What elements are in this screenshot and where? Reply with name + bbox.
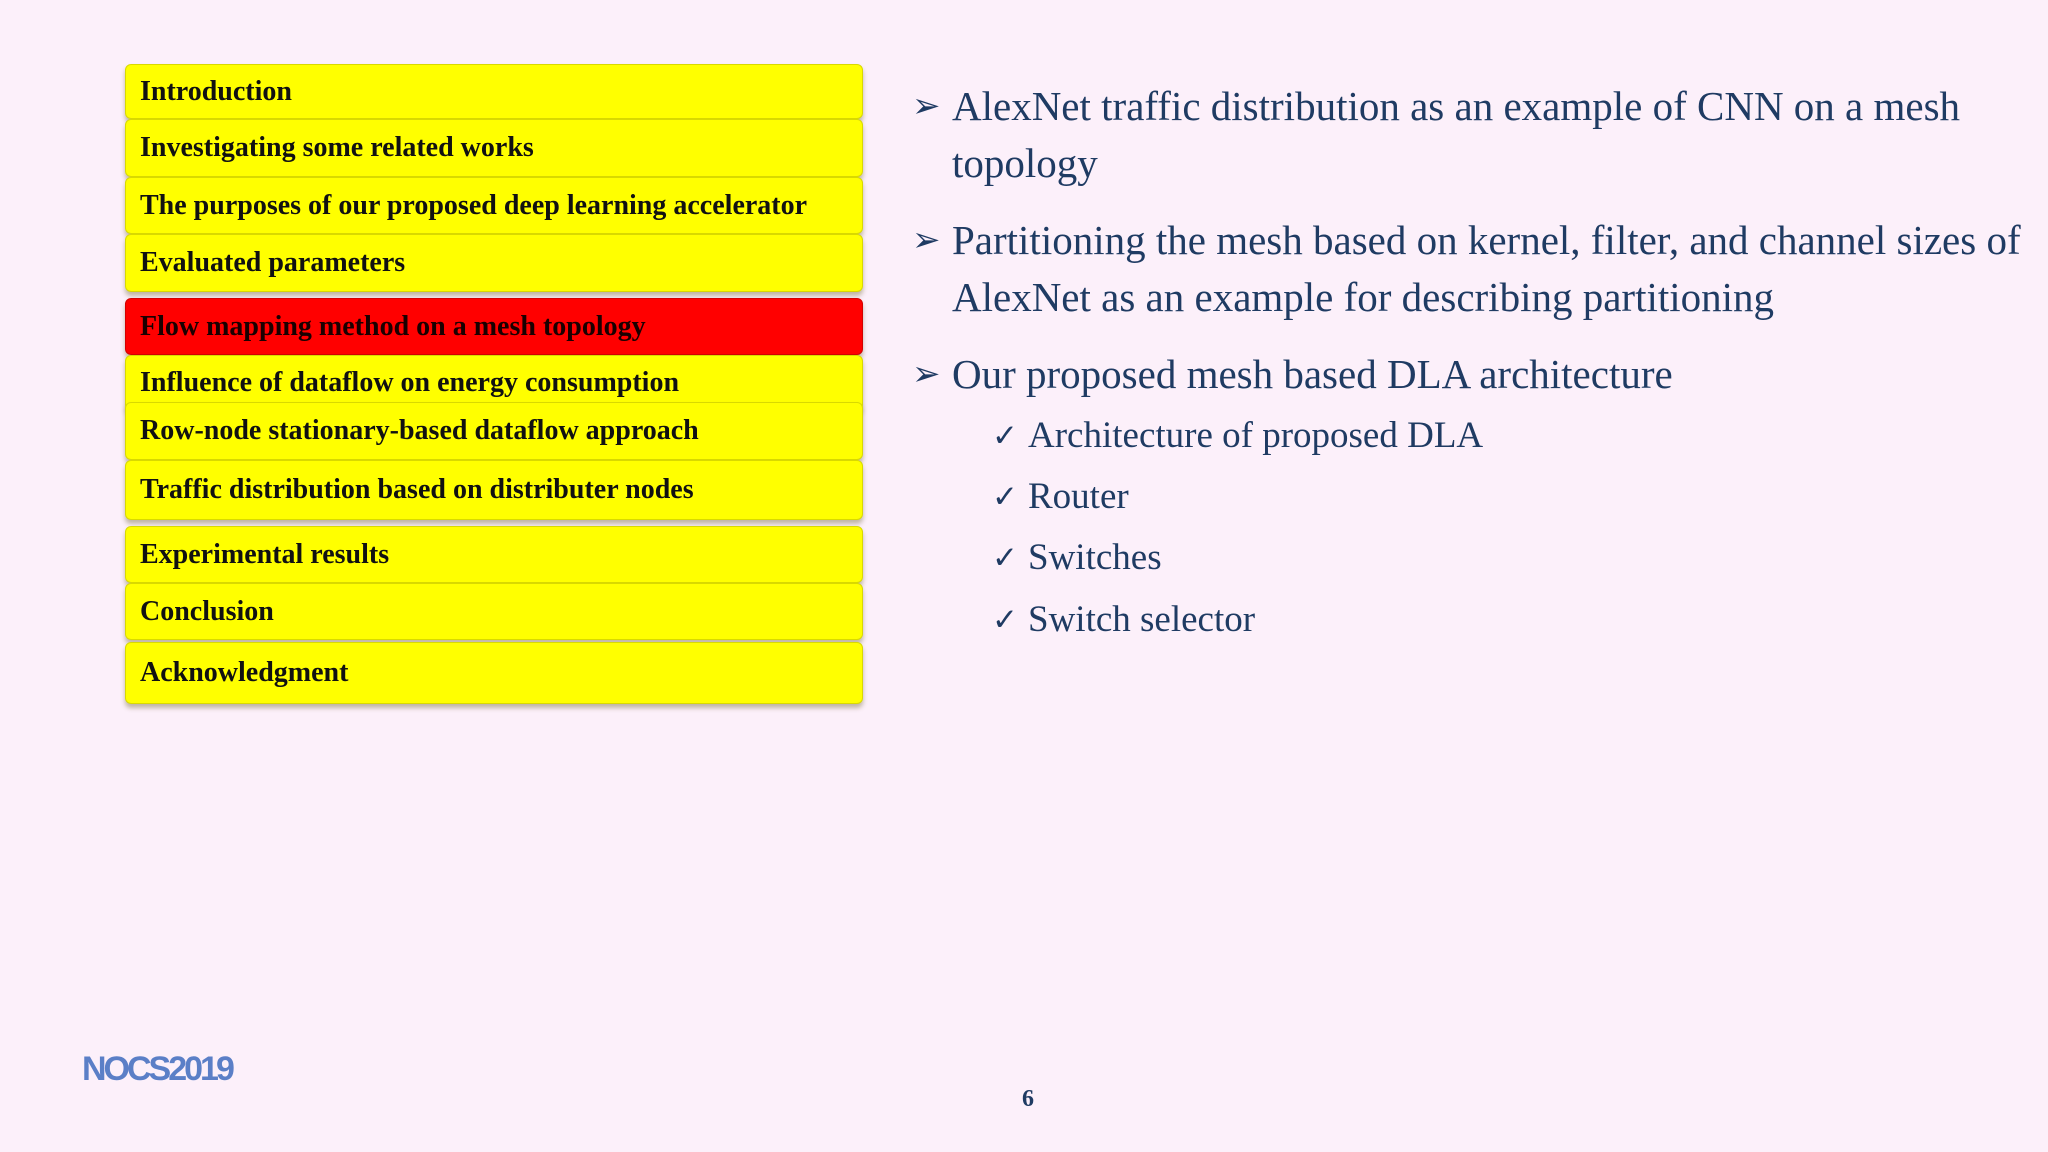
sub-bullet-switch-selector	[992, 596, 1255, 644]
bullet-partitioning	[912, 212, 2022, 326]
outline-item-traffic-distribution	[125, 460, 863, 520]
outline-item-label: Introduction	[140, 75, 292, 107]
outline-item-label: Influence of dataflow on energy consumption	[140, 367, 680, 398]
arrow-bullet-icon: ➢	[912, 354, 941, 394]
outline-item-label: Conclusion	[140, 595, 274, 627]
bullet-alexnet-traffic	[912, 78, 2022, 192]
outline-item-evaluated-parameters	[125, 234, 863, 292]
outline-item-label: Flow mapping method on a mesh topology	[140, 310, 646, 342]
outline-item-flow-mapping	[125, 298, 863, 355]
bullet-text: Partitioning the mesh based on kernel, filter, and channel sizes of AlexNet as an example for describing partitioning	[952, 217, 2021, 320]
bullet-text: Our proposed mesh based DLA architecture	[952, 351, 1673, 397]
sub-bullet-text: Switch selector	[1028, 599, 1256, 640]
page-number: 6	[1022, 1086, 1034, 1112]
outline-item-label: Experimental results	[140, 538, 390, 570]
outline-item-label: Evaluated parameters	[140, 247, 406, 278]
checkmark-icon: ✓	[992, 602, 1018, 638]
checkmark-icon: ✓	[992, 418, 1018, 454]
outline-item-label: Traffic distribution based on distributer nodes	[140, 474, 694, 505]
checkmark-icon: ✓	[992, 479, 1018, 515]
outline-item-experimental-results	[125, 526, 863, 583]
sub-bullet-text: Router	[1028, 476, 1129, 517]
sub-bullet-text: Architecture of proposed DLA	[1028, 415, 1484, 456]
bullet-dla-architecture	[912, 346, 2022, 403]
outline-item-row-node-dataflow	[125, 402, 863, 460]
outline-item-conclusion	[125, 583, 863, 640]
checkmark-icon: ✓	[992, 540, 1018, 576]
sub-bullet-switches	[992, 534, 1162, 582]
outline-item-related-works	[125, 119, 863, 177]
outline-item-label: The purposes of our proposed deep learning accelerator	[140, 189, 808, 221]
sub-bullet-text: Switches	[1028, 537, 1162, 578]
outline-item-acknowledgment	[125, 642, 863, 704]
outline-item-label: Investigating some related works	[140, 132, 534, 163]
sub-bullet-router	[992, 473, 1129, 521]
bullet-text: AlexNet traffic distribution as an example of CNN on a mesh topology	[952, 83, 1961, 186]
outline-item-introduction	[125, 64, 863, 119]
arrow-bullet-icon: ➢	[912, 86, 941, 126]
outline-item-purposes	[125, 177, 863, 234]
conference-logo: NOCS2019	[82, 1050, 232, 1088]
outline-item-label: Acknowledgment	[140, 657, 349, 688]
arrow-bullet-icon: ➢	[912, 220, 941, 260]
sub-bullet-architecture	[992, 412, 1483, 460]
outline-item-label: Row-node stationary-based dataflow approach	[140, 415, 699, 446]
